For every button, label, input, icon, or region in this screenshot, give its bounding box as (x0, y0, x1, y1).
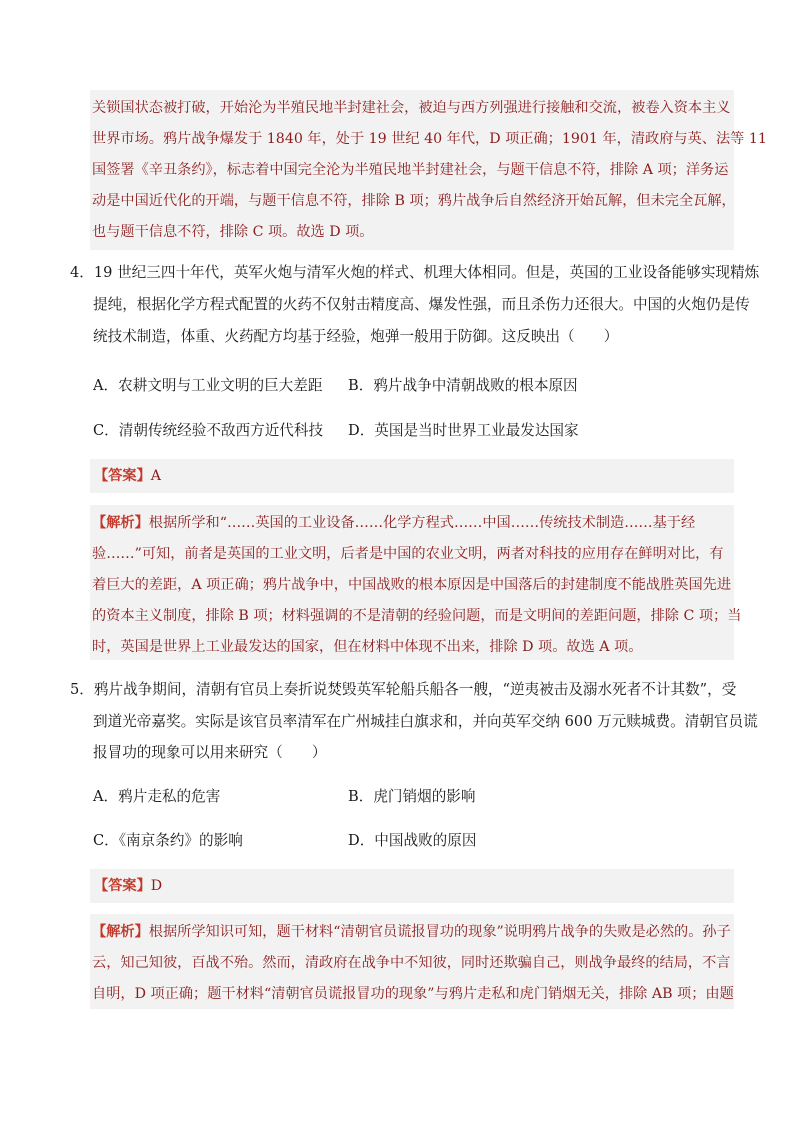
explain-line: 世界市场。鸦片战争爆发于 1840 年，处于 19 世纪 40 年代，D 项正确；1901 年，清政府与英、法等 11 (92, 131, 767, 147)
question-4-answer-box (90, 459, 734, 493)
explain-line: 国签署《辛丑条约》，标志着中国完全沦为半殖民地半封建社会，与题干信息不符，排除 A 项；洋务运 (92, 162, 729, 178)
question-5-text: 5．鸦片战争期间，清朝有官员上奏折说焚毁英军轮船兵船各一艘，“逆夷被击及溺水死者不计其数”，受 (70, 681, 737, 698)
question-4-explanation-box (90, 505, 742, 660)
answer-tag: 【答案】 (94, 468, 151, 484)
question-4-option-a: A．农耕文明与工业文明的巨大差距 (93, 377, 323, 394)
question-5-option-b: B．虎门销烟的影响 (348, 788, 476, 805)
question-4-text: 统技术制造，体重、火药配方均基于经验，炮弹一般用于防御。这反映出（ ） (93, 328, 619, 345)
explain-tag: 【解析】 (92, 924, 149, 940)
explain-line: 关锁国状态被打破，开始沦为半殖民地半封建社会，被迫与西方列强进行接触和交流，被卷入资本主义 (92, 100, 731, 116)
question-4-option-b: B．鸦片战争中清朝战败的根本原因 (348, 377, 578, 394)
explain-line: 根据所学知识可知，题干材料“清朝官员谎报冒功的现象”说明鸦片战争的失败是必然的。孙子 (148, 924, 731, 940)
explain-line: 验……”可知，前者是英国的工业文明，后者是中国的农业文明，两者对科技的应用存在鲜明对比，有 (92, 546, 724, 562)
explain-line: 自明，D 项正确；题干材料“清朝官员谎报冒功的现象”与鸦片走私和虎门销烟无关，排除 AB 项；由题 (92, 986, 734, 1002)
question-4-text: 4．19 世纪三四十年代，英军火炮与清军火炮的样式、机理大体相同。但是，英国的工业设备能够实现精炼 (70, 264, 760, 281)
question-4-text: 提纯，根据化学方程式配置的火药不仅射击精度高、爆发性强，而且杀伤力还很大。中国的火炮仍是传 (93, 296, 750, 313)
question-5-explanation-box (90, 914, 734, 1009)
explain-line: 着巨大的差距，A 项正确；鸦片战争中，中国战败的根本原因是中国落后的封建制度不能战胜英国先进 (92, 577, 732, 593)
question-5-option-a: A．鸦片走私的危害 (93, 788, 221, 805)
explain-line: 时，英国是世界上工业最发达的国家，但在材料中体现不出来，排除 D 项。故选 A 项。 (92, 639, 643, 655)
explain-tag: 【解析】 (92, 515, 149, 531)
explain-line: 动是中国近代化的开端，与题干信息不符，排除 B 项；鸦片战争后自然经济开始瓦解，但未完全瓦解， (92, 193, 736, 209)
question-4-option-d: D．英国是当时世界工业最发达国家 (348, 422, 579, 439)
answer-tag: 【答案】 (94, 878, 151, 894)
question-5-option-c: C．《南京条约》的影响 (93, 832, 243, 849)
question-5-option-d: D．中国战败的原因 (348, 832, 477, 849)
explain-line: 的资本主义制度，排除 B 项；材料强调的不是清朝的经验问题，而是文明间的差距问题，排除 C 项；当 (92, 608, 742, 624)
prev-explanation-box (90, 90, 767, 250)
question-5-text: 报冒功的现象可以用来研究（ ） (93, 744, 327, 761)
answer-value: A (150, 468, 162, 484)
question-4-option-c: C．清朝传统经验不敌西方近代科技 (93, 422, 324, 439)
answer-value: D (150, 878, 163, 894)
explain-line: 云，知己知彼，百战不殆。然而，清政府在战争中不知彼，同时还欺骗自己，则战争最终的结局，不言 (92, 955, 731, 971)
question-5-answer-box (90, 869, 734, 903)
explain-line: 根据所学和“……英国的工业设备……化学方程式……中国……传统技术制造……基于经 (148, 515, 696, 531)
explain-line: 也与题干信息不符，排除 C 项。故选 D 项。 (92, 224, 374, 240)
question-5-text: 到道光帝嘉奖。实际是该官员率清军在广州城挂白旗求和，并向英军交纳 600 万元赎城费。清朝官员谎 (93, 713, 758, 730)
